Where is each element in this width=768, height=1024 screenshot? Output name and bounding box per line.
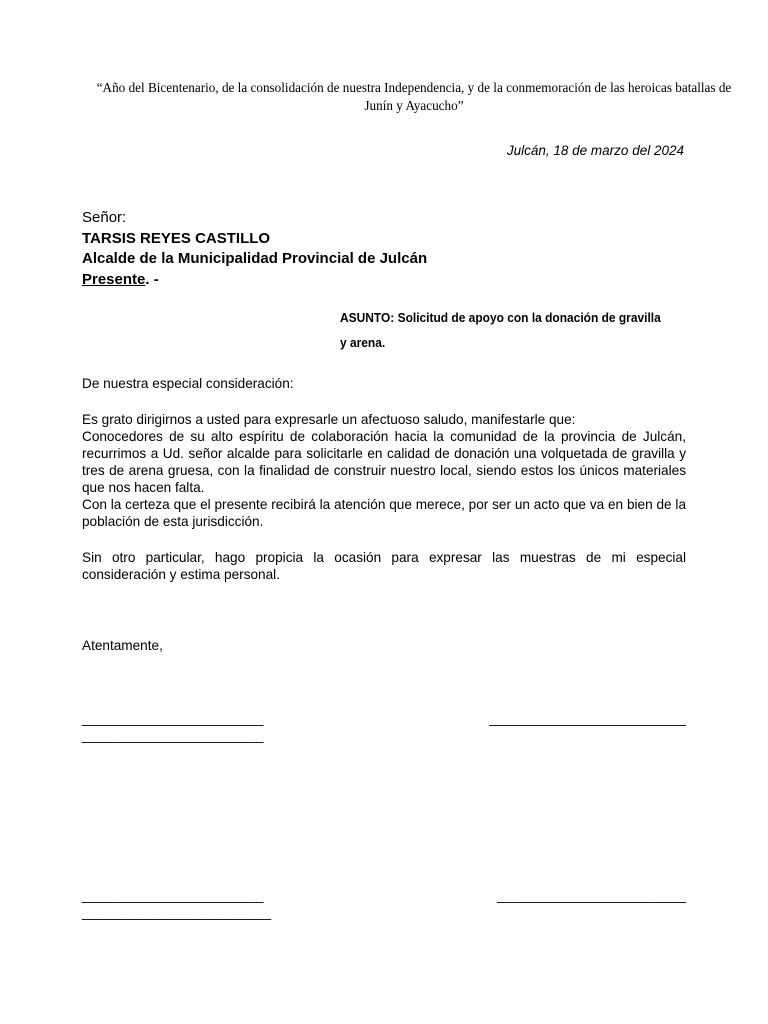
presente-line: [82, 270, 427, 291]
recipient-name: TARSIS REYES CASTILLO: [82, 229, 271, 247]
signature-line-1-right: __________________________: [489, 711, 686, 726]
letter-body: [82, 411, 686, 530]
body-closing: Sin otro particular, hago propicia la ocasión para expresar las muestras de mi especial consideración y estima personal.: [82, 550, 686, 582]
signature-line-2-left-a: ________________________: [82, 888, 264, 903]
institutional-motto: “Año del Bicentenario, de la consolidación de nuestra Independencia, y de la conmemoración de las heroicas batallas de Junín y Ayacucho”: [96, 80, 732, 113]
signature-line-1-left-b: ________________________: [82, 728, 264, 743]
body-intro: Es grato dirigirnos a usted para expresarle un afectuoso saludo, manifestarle que:: [82, 412, 576, 427]
sign-off: Atentamente,: [82, 638, 163, 653]
presente-suffix: . -: [145, 270, 159, 288]
signature-line-2-right: _________________________: [496, 888, 686, 903]
letter-greeting: De nuestra especial consideración:: [82, 376, 294, 391]
body-certainty: Con la certeza que el presente recibirá la atención que merece, por ser un acto que va en bien de la población de esta jurisdicción.: [82, 497, 686, 529]
recipient-title: Alcalde de la Municipalidad Provincial de Julcán: [82, 250, 428, 267]
signature-line-1-left-a: ________________________: [82, 711, 264, 726]
signature-line-2-left-b: _________________________: [82, 905, 272, 920]
presente-word: Presente: [82, 270, 146, 288]
letter-date: Julcán, 18 de marzo del 2024: [506, 143, 684, 158]
body-request: Conocedores de su alto espíritu de colaboración hacia la comunidad de la provincia de Julcán, recurrimos a Ud. señor alcalde para solicitarle en calidad de donación una volquetada de gravilla y tres de arena gruesa, con la finalidad de construir nuestro local, siendo estos los únicos materiales que nos hacen falta.: [82, 429, 686, 495]
letter-subject: ASUNTO: Solicitud de apoyo con la donación de gravilla y arena.: [340, 310, 661, 350]
recipient-block: [82, 208, 427, 290]
recipient-salutation: Señor:: [82, 209, 127, 226]
